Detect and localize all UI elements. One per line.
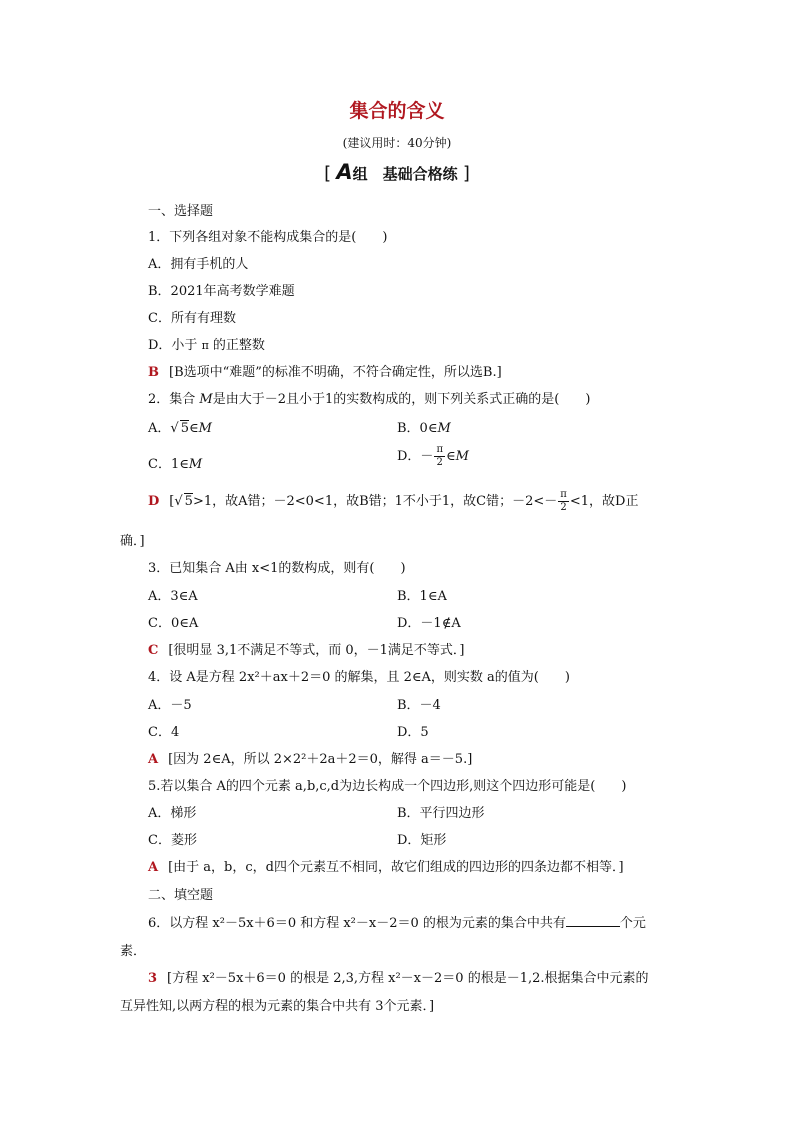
q2-answer-cont: 确．]: [120, 534, 145, 549]
q2-answer: D [√ 5>1，故A错；－2<0<1，故B错；1不小于1，故C错；－2<－ $\frac{\pi}{2}$ <1，故D正: [148, 489, 639, 513]
question-3-stem: 3．已知集合 A由 x<1的数构成，则有( ): [148, 561, 406, 576]
q5-option-c: C．菱形: [148, 833, 197, 848]
suggested-time: (建议用时：40分钟): [342, 136, 452, 150]
q4-option-a: A．－5: [148, 698, 192, 713]
q5-option-b: B．平行四边形: [397, 806, 485, 821]
question-5-stem: 5.若以集合 A的四个元素 a,b,c,d为边长构成一个四边形,则这个四边形可能是( ): [148, 779, 627, 794]
q4-option-b: B．－4: [397, 698, 441, 713]
question-1-stem: 1．下列各组对象不能构成集合的是( ): [148, 230, 388, 245]
q3-option-a: A．3∈A: [148, 589, 198, 604]
question-2-stem: 2．集合 M是由大于－2且小于1的实数构成的，则下列关系式正确的是( ): [148, 392, 591, 407]
q5-option-d: D．矩形: [397, 833, 447, 848]
q2-option-d: D．－ $\frac{\pi}{2}$ ∈M: [397, 444, 469, 468]
q2-option-c: C．1∈M: [148, 457, 203, 472]
q1-option-c: C．所有有理数: [148, 311, 236, 326]
q1-answer: B [B选项中“难题”的标准不明确，不符合确定性，所以选B.]: [148, 365, 502, 380]
q1-option-b: B．2021年高考数学难题: [148, 284, 295, 299]
page-title: 集合的含义: [349, 100, 445, 122]
q6-answer: 3 [方程 x²－5x＋6＝0 的根是 2,3,方程 x²－x－2＝0 的根是－1,2.根据集合中元素的: [148, 971, 649, 986]
section-heading-choice: 一、选择题: [148, 204, 214, 219]
q3-option-c: C．0∈A: [148, 616, 199, 631]
question-6-stem-cont: 素．: [120, 944, 147, 959]
q3-answer: C [很明显 3,1不满足不等式，而 0，－1满足不等式．]: [148, 643, 465, 658]
question-4-stem: 4．设 A是方程 2x²＋ax＋2＝0 的解集，且 2∈A，则实数 a的值为( ): [148, 670, 570, 685]
answer-blank: [566, 914, 620, 927]
q5-option-a: A．梯形: [148, 806, 197, 821]
q2-option-a: A．√ 5∈M: [148, 421, 212, 436]
q3-option-d: D．－1∉A: [397, 616, 461, 631]
group-heading: [ A组 基础合格练 ]: [324, 160, 470, 184]
q1-option-a: A．拥有手机的人: [148, 257, 249, 272]
q1-option-d: D．小于 π 的正整数: [148, 338, 265, 353]
q2-option-b: B．0∈M: [397, 421, 451, 436]
q6-answer-cont: 互异性知,以两方程的根为元素的集合中共有 3个元素．]: [120, 999, 435, 1014]
q5-answer: A [由于 a，b，c，d四个元素互不相同，故它们组成的四边形的四条边都不相等．]: [148, 860, 624, 875]
q4-answer: A [因为 2∈A，所以 2×2²＋2a＋2＝0，解得 a＝－5.]: [148, 752, 473, 767]
section-heading-fill: 二、填空题: [148, 888, 214, 903]
q4-option-c: C．4: [148, 725, 180, 740]
q4-option-d: D．5: [397, 725, 429, 740]
question-6-stem: 6．以方程 x²－5x＋6＝0 和方程 x²－x－2＝0 的根为元素的集合中共有 个元: [148, 916, 646, 931]
q3-option-b: B．1∈A: [397, 589, 447, 604]
